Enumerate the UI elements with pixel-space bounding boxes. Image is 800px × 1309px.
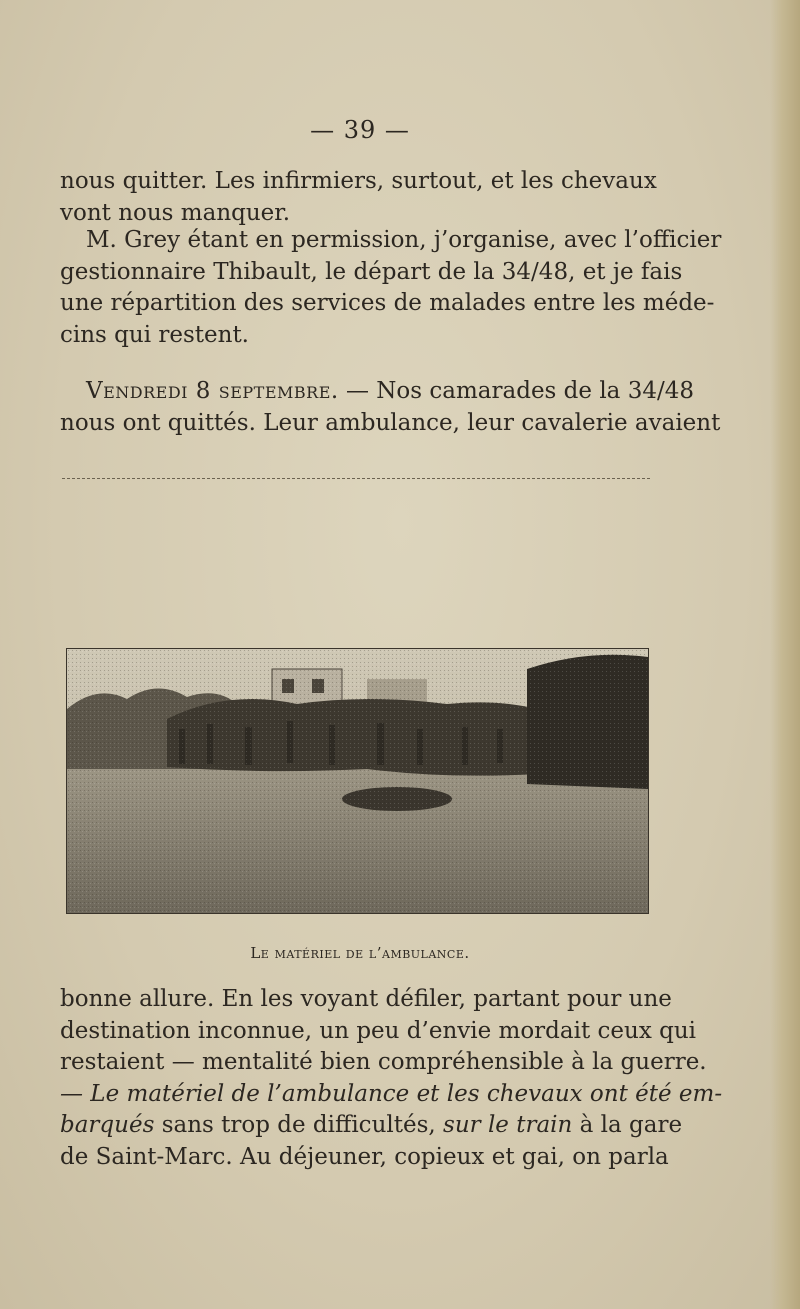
date-heading: Vendredi 8 septembre. <box>86 378 339 404</box>
text-line: nous ont quittés. Leur ambulance, leur cavalerie avaient <box>60 409 721 436</box>
text-line <box>60 376 694 408</box>
photo-image <box>67 649 648 913</box>
figure-top-rule <box>62 478 650 479</box>
text-span: sans trop de difficultés, <box>154 1112 444 1138</box>
text-line: destination inconnue, un peu d’envie mordait ceux qui <box>60 1017 697 1044</box>
paragraph-3 <box>60 376 721 439</box>
text-line: une répartition des services de malades entre les méde- <box>60 290 715 316</box>
caption-text: Le matériel de l’ambulance. <box>250 944 470 962</box>
text-line: restaient — mentalité bien compréhensible à la guerre. <box>60 1049 707 1075</box>
italic-text: barqués <box>60 1112 155 1138</box>
text-span: à la gare <box>572 1112 683 1138</box>
ambulance-photo <box>66 648 649 914</box>
text-line <box>60 1079 723 1111</box>
text-line <box>60 1110 683 1142</box>
paragraph-1 <box>60 166 657 229</box>
text-line: bonne allure. En les voyant défiler, partant pour une <box>60 986 672 1012</box>
text-span: — Nos camarades de la 34/48 <box>338 378 694 404</box>
text-line: de Saint-Marc. Au déjeuner, copieux et gai, on parla <box>60 1143 669 1170</box>
page-number: — 39 — <box>310 116 410 144</box>
text-line: gestionnaire Thibault, le départ de la 34/48, et je fais <box>60 258 683 285</box>
page-edge-shadow <box>770 0 800 1309</box>
italic-text: — Le matériel de l’ambulance et les chevaux ont été em- <box>60 1080 723 1107</box>
text-line: cins qui restent. <box>60 321 249 348</box>
paragraph-4 <box>60 984 723 1173</box>
text-line: nous quitter. Les infirmiers, surtout, et les chevaux <box>60 168 657 194</box>
figure-caption <box>0 944 720 962</box>
text-line: vont nous manquer. <box>60 199 291 226</box>
paragraph-2 <box>60 225 722 351</box>
italic-text: sur le train <box>443 1112 573 1138</box>
text-line: M. Grey étant en permission, j’organise, avec l’officier <box>86 227 722 253</box>
